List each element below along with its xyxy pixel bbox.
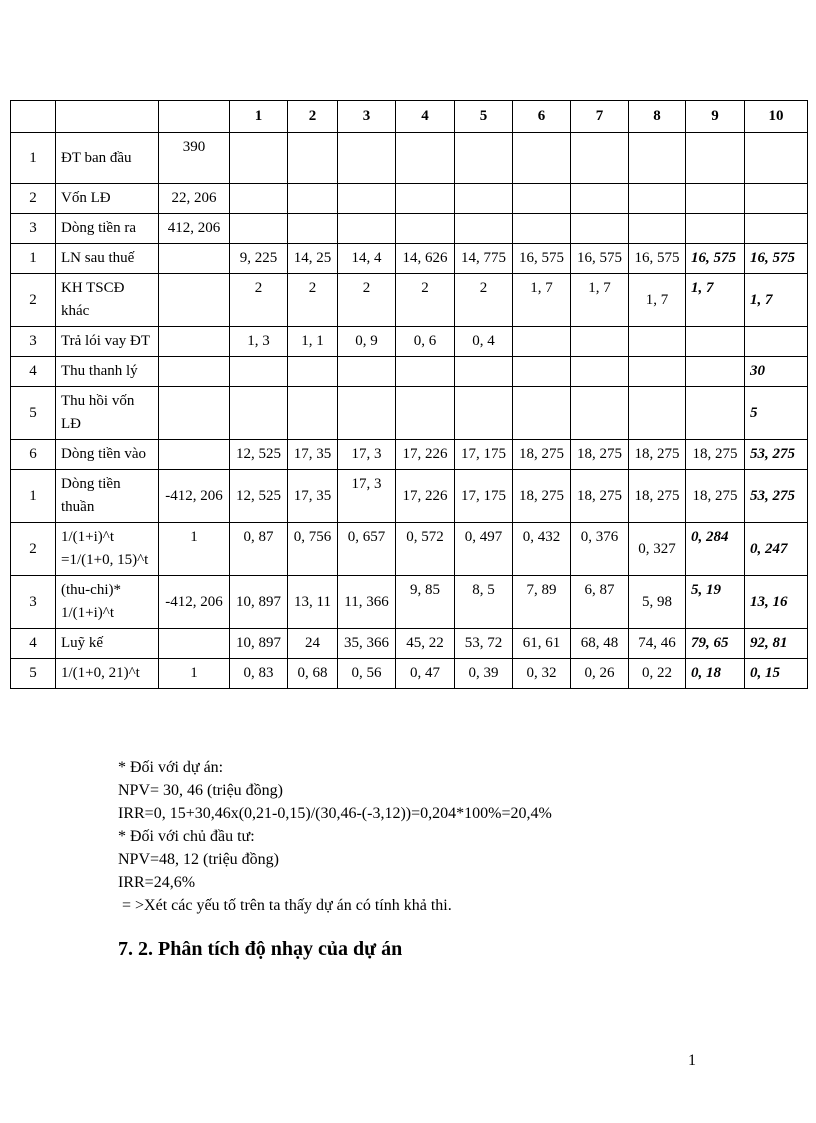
cell: 24 <box>288 629 338 659</box>
cell <box>230 184 288 214</box>
row-number: 2 <box>11 184 56 214</box>
row-label: Trả lói vay ĐT <box>56 327 159 357</box>
table-row <box>11 576 808 629</box>
cell: 0, 68 <box>288 659 338 689</box>
cell: 0, 572 <box>396 523 455 576</box>
row-number: 6 <box>11 440 56 470</box>
cell: 0, 32 <box>513 659 571 689</box>
cell: 8, 5 <box>455 576 513 629</box>
cell: 17, 175 <box>455 470 513 523</box>
row-number: 3 <box>11 327 56 357</box>
cell <box>159 629 230 659</box>
cell: 0, 376 <box>571 523 629 576</box>
cell: 17, 3 <box>338 470 396 523</box>
cell <box>745 327 808 357</box>
row-number: 2 <box>11 523 56 576</box>
cell <box>455 184 513 214</box>
cell <box>686 327 745 357</box>
cash-flow-table <box>10 100 808 689</box>
cell <box>288 214 338 244</box>
cell: 16, 575 <box>629 244 686 274</box>
row-number: 2 <box>11 274 56 327</box>
cell: 11, 366 <box>338 576 396 629</box>
cell <box>159 244 230 274</box>
cell: 53, 275 <box>745 470 808 523</box>
table-row <box>11 470 808 523</box>
note-project-heading: * Đối với dự án: <box>118 759 224 776</box>
cell: 14, 775 <box>455 244 513 274</box>
cell: 16, 575 <box>686 244 745 274</box>
table-row <box>11 184 808 214</box>
cell: 45, 22 <box>396 629 455 659</box>
note-investor-irr: IRR=24,6% <box>118 874 196 891</box>
cell: 5 <box>745 387 808 440</box>
cell: 0, 18 <box>686 659 745 689</box>
cell <box>571 184 629 214</box>
header-cell: 4 <box>396 101 455 133</box>
table-row <box>11 357 808 387</box>
cell: 17, 226 <box>396 470 455 523</box>
cell: 1 <box>159 659 230 689</box>
row-number: 1 <box>11 244 56 274</box>
cell: 35, 366 <box>338 629 396 659</box>
analysis-notes <box>118 756 552 917</box>
section-heading: 7. 2. Phân tích độ nhạy của dự án <box>118 938 403 960</box>
cell <box>455 214 513 244</box>
cell: 17, 226 <box>396 440 455 470</box>
cell <box>629 184 686 214</box>
cell: 10, 897 <box>230 576 288 629</box>
row-label: Thu thanh lý <box>56 357 159 387</box>
cell <box>338 357 396 387</box>
cell: 2 <box>230 274 288 327</box>
cell: 0, 26 <box>571 659 629 689</box>
cell <box>571 357 629 387</box>
note-project-irr: IRR=0, 15+30,46x(0,21-0,15)/(30,46-(-3,12))=0,204*100%=20,4% <box>118 805 552 822</box>
cell <box>686 387 745 440</box>
cell: 16, 575 <box>513 244 571 274</box>
cell: 14, 4 <box>338 244 396 274</box>
header-cell: 9 <box>686 101 745 133</box>
header-cell: 5 <box>455 101 513 133</box>
table-header-row <box>11 101 808 133</box>
row-label: Thu hồi vốn LĐ <box>56 387 159 440</box>
cell <box>686 184 745 214</box>
cell: 13, 16 <box>745 576 808 629</box>
cell <box>338 133 396 184</box>
cell: 0, 22 <box>629 659 686 689</box>
cell: -412, 206 <box>159 470 230 523</box>
cell: 10, 897 <box>230 629 288 659</box>
cell: 0, 56 <box>338 659 396 689</box>
row-label: 1/(1+0, 21)^t <box>56 659 159 689</box>
cell: 9, 225 <box>230 244 288 274</box>
cell: 17, 35 <box>288 470 338 523</box>
row-label: Vốn LĐ <box>56 184 159 214</box>
header-cell: 3 <box>338 101 396 133</box>
cell <box>230 214 288 244</box>
table-row <box>11 274 808 327</box>
note-investor-npv: NPV=48, 12 (triệu đồng) <box>118 851 280 868</box>
header-cell <box>11 101 56 133</box>
cell <box>629 133 686 184</box>
row-number: 5 <box>11 387 56 440</box>
header-cell <box>56 101 159 133</box>
table-row <box>11 244 808 274</box>
table-row <box>11 387 808 440</box>
cell: 1, 3 <box>230 327 288 357</box>
row-label: LN sau thuế <box>56 244 159 274</box>
cell <box>455 357 513 387</box>
cell: 1, 7 <box>571 274 629 327</box>
row-number: 1 <box>11 470 56 523</box>
cell: 18, 275 <box>629 440 686 470</box>
cell: 0, 756 <box>288 523 338 576</box>
header-cell: 10 <box>745 101 808 133</box>
header-cell: 6 <box>513 101 571 133</box>
cell <box>571 133 629 184</box>
cell <box>230 357 288 387</box>
cell: 9, 85 <box>396 576 455 629</box>
cell <box>571 214 629 244</box>
cell <box>455 133 513 184</box>
cell: 18, 275 <box>513 440 571 470</box>
cell <box>396 387 455 440</box>
cell <box>571 387 629 440</box>
cell: 30 <box>745 357 808 387</box>
cell: 18, 275 <box>571 470 629 523</box>
row-number: 5 <box>11 659 56 689</box>
row-label: Dòng tiền thuần <box>56 470 159 523</box>
header-cell: 8 <box>629 101 686 133</box>
page-number: 1 <box>688 1052 696 1069</box>
cell: 53, 275 <box>745 440 808 470</box>
cell: 5, 19 <box>686 576 745 629</box>
cell <box>745 184 808 214</box>
cell <box>513 133 571 184</box>
cell <box>338 214 396 244</box>
cell <box>629 327 686 357</box>
cell: 12, 525 <box>230 470 288 523</box>
cell: 2 <box>396 274 455 327</box>
cell: 0, 83 <box>230 659 288 689</box>
cell: 61, 61 <box>513 629 571 659</box>
cell <box>230 387 288 440</box>
row-number: 4 <box>11 629 56 659</box>
cell: 0, 47 <box>396 659 455 689</box>
row-number: 1 <box>11 133 56 184</box>
cell: 0, 497 <box>455 523 513 576</box>
table-row <box>11 327 808 357</box>
note-project-npv: NPV= 30, 46 (triệu đồng) <box>118 782 284 799</box>
cell <box>629 214 686 244</box>
cell: 5, 98 <box>629 576 686 629</box>
header-cell: 7 <box>571 101 629 133</box>
cell: 0, 327 <box>629 523 686 576</box>
row-label: Dòng tiền vào <box>56 440 159 470</box>
table-row <box>11 440 808 470</box>
cell: 14, 626 <box>396 244 455 274</box>
row-label: KH TSCĐ khác <box>56 274 159 327</box>
cell <box>396 214 455 244</box>
cell <box>396 357 455 387</box>
cell <box>338 184 396 214</box>
cell: 0, 432 <box>513 523 571 576</box>
header-cell: 1 <box>230 101 288 133</box>
cell: 18, 275 <box>629 470 686 523</box>
note-conclusion: = >Xét các yếu tố trên ta thấy dự án có tính khả thi. <box>122 897 452 914</box>
cell: 0, 15 <box>745 659 808 689</box>
cell: 17, 3 <box>338 440 396 470</box>
cell: 2 <box>288 274 338 327</box>
cell: 0, 6 <box>396 327 455 357</box>
table-row <box>11 133 808 184</box>
cell: 18, 275 <box>571 440 629 470</box>
cell <box>338 387 396 440</box>
cell <box>288 387 338 440</box>
cell <box>288 133 338 184</box>
cell: 14, 25 <box>288 244 338 274</box>
cell <box>159 440 230 470</box>
cell: -412, 206 <box>159 576 230 629</box>
header-cell <box>159 101 230 133</box>
row-number: 3 <box>11 576 56 629</box>
cell: 1, 7 <box>629 274 686 327</box>
row-label: Dòng tiền ra <box>56 214 159 244</box>
cell: 0, 39 <box>455 659 513 689</box>
cell: 92, 81 <box>745 629 808 659</box>
cell <box>288 184 338 214</box>
cell: 22, 206 <box>159 184 230 214</box>
cell: 0, 284 <box>686 523 745 576</box>
cell: 2 <box>455 274 513 327</box>
cell: 390 <box>159 133 230 184</box>
cell <box>686 133 745 184</box>
cell: 0, 9 <box>338 327 396 357</box>
cell <box>513 327 571 357</box>
cell: 7, 89 <box>513 576 571 629</box>
cell <box>686 357 745 387</box>
cell <box>745 214 808 244</box>
cell: 1, 7 <box>686 274 745 327</box>
cell: 18, 275 <box>686 470 745 523</box>
cell <box>230 133 288 184</box>
cell: 17, 35 <box>288 440 338 470</box>
cell <box>745 133 808 184</box>
cell: 79, 65 <box>686 629 745 659</box>
cell <box>396 184 455 214</box>
cell <box>686 214 745 244</box>
cell: 16, 575 <box>571 244 629 274</box>
cell: 12, 525 <box>230 440 288 470</box>
cell: 18, 275 <box>686 440 745 470</box>
cell: 17, 175 <box>455 440 513 470</box>
table-row <box>11 523 808 576</box>
cell <box>159 357 230 387</box>
cell <box>513 357 571 387</box>
row-label: Luỹ kế <box>56 629 159 659</box>
row-label: 1/(1+i)^t =1/(1+0, 15)^t <box>56 523 159 576</box>
cell: 53, 72 <box>455 629 513 659</box>
cell <box>288 357 338 387</box>
cell: 16, 575 <box>745 244 808 274</box>
cell <box>159 274 230 327</box>
cell: 0, 247 <box>745 523 808 576</box>
table-row <box>11 214 808 244</box>
cell: 0, 87 <box>230 523 288 576</box>
cell <box>513 214 571 244</box>
row-label: (thu-chi)* 1/(1+i)^t <box>56 576 159 629</box>
cell: 1, 7 <box>513 274 571 327</box>
cell: 412, 206 <box>159 214 230 244</box>
cell: 1, 1 <box>288 327 338 357</box>
cell <box>629 387 686 440</box>
cell <box>159 327 230 357</box>
row-number: 4 <box>11 357 56 387</box>
cell: 13, 11 <box>288 576 338 629</box>
cell <box>159 387 230 440</box>
cell <box>571 327 629 357</box>
cell <box>629 357 686 387</box>
cell: 68, 48 <box>571 629 629 659</box>
cell <box>513 387 571 440</box>
row-number: 3 <box>11 214 56 244</box>
cell: 6, 87 <box>571 576 629 629</box>
cell: 1 <box>159 523 230 576</box>
cell <box>513 184 571 214</box>
header-cell: 2 <box>288 101 338 133</box>
cell: 0, 657 <box>338 523 396 576</box>
cell: 74, 46 <box>629 629 686 659</box>
cell <box>455 387 513 440</box>
cell: 18, 275 <box>513 470 571 523</box>
table-row <box>11 659 808 689</box>
cell <box>396 133 455 184</box>
cell: 2 <box>338 274 396 327</box>
row-label: ĐT ban đầu <box>56 133 159 184</box>
note-investor-heading: * Đối với chủ đầu tư: <box>118 828 255 845</box>
cell: 0, 4 <box>455 327 513 357</box>
cell: 1, 7 <box>745 274 808 327</box>
table-row <box>11 629 808 659</box>
